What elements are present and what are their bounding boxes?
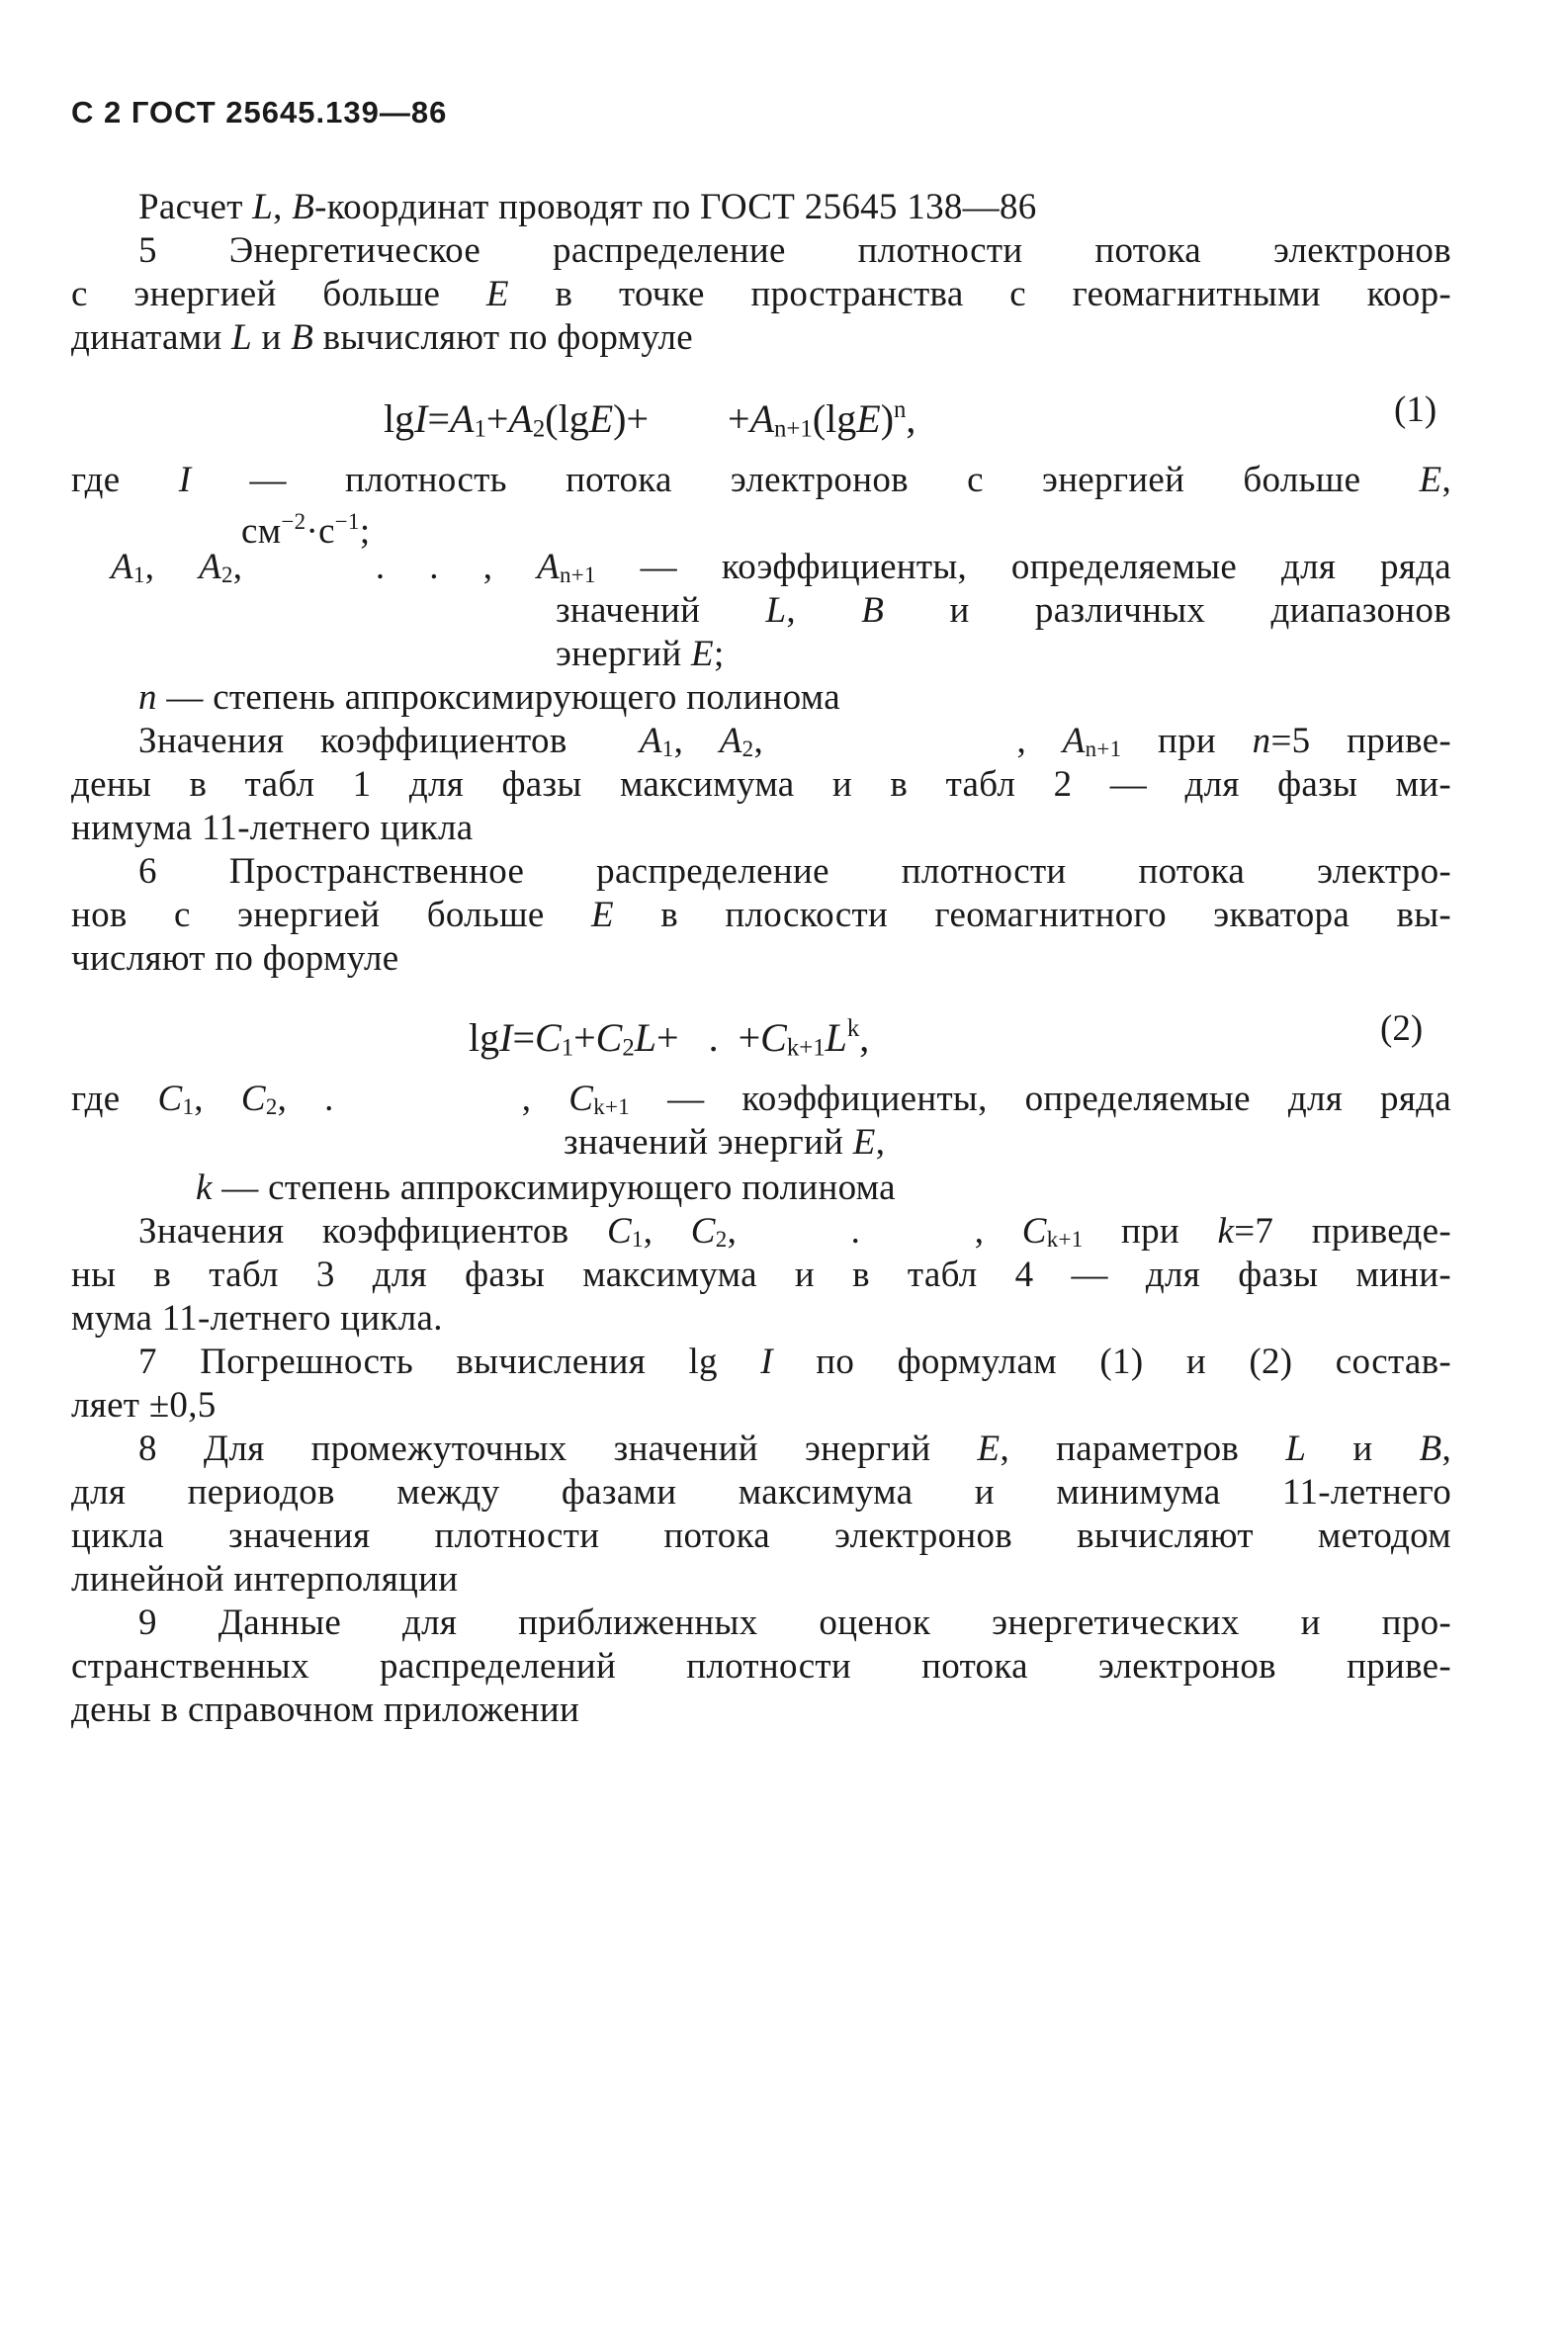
units-line: $см^{-2}\cdot с^{-1}$; (241, 509, 371, 552)
where-c-line-1: где $C_1$, $C_2$, . , $C_{k+1}$ — коэффициенты, определяемые для ряда (71, 1079, 1452, 1120)
p8-line-2: для периодов между фазами максимума и минимума 11-летнего (71, 1472, 1451, 1513)
values2-line-1: Значения коэффициентов $C_1$, $C_2$, . , $C_{k+1}$ при k=7 приведе- (138, 1211, 1451, 1253)
where-c-line-2: значений энергий E, (564, 1122, 886, 1163)
where-a-line-1: $A_1$, $A_2$, . . , $A_{n+1}$ — коэффициенты, определяемые для ряда (111, 547, 1451, 588)
p5-line-3: динатами L и B вычисляют по формуле (71, 317, 694, 358)
p6-line-1: 6 Пространственное распределение плотности потока электро- (138, 851, 1451, 892)
p8-line-4: линейной интерполяции (71, 1559, 459, 1600)
values1-line-3: нимума 11-летнего цикла (71, 808, 474, 848)
equation-2: $\lg I=C_1+C_2L+$ . $+C_{k+1}L^k$, (469, 1014, 870, 1062)
p6-line-2: нов с энергией больше E в плоскости геомагнитного экватора вы- (71, 895, 1451, 935)
equation-2-number: (2) (1380, 1008, 1424, 1049)
p9-line-1: 9 Данные для приближенных оценок энергетических и про- (138, 1603, 1451, 1643)
equation-1: $\lg I=A_1+A_2(\lg E)+$ $+A_{n+1}(\lg E)^n$, (384, 395, 916, 443)
p7-line-1: 7 Погрешность вычисления lg I по формулам (1) и (2) состав- (138, 1342, 1451, 1382)
where-i-line: где I — плотность потока электронов с энергией больше E, (71, 460, 1451, 500)
equation-1-number: (1) (1394, 390, 1437, 430)
where-a-line-2: значений L, B и различных диапазонов (556, 590, 1451, 631)
p9-line-3: дены в справочном приложении (71, 1690, 580, 1730)
where-k-line: k — степень аппроксимирующего полинома (196, 1168, 896, 1208)
values1-line-1: Значения коэффициентов $A_1$, $A_2$, , $A_{n+1}$ при n=5 приве- (138, 721, 1451, 762)
calc-paragraph: Расчет L, B-координат проводят по ГОСТ 25645 138—86 (138, 187, 1037, 227)
where-n-line: n — степень аппроксимирующего полинома (138, 677, 840, 718)
values1-line-2: дены в табл 1 для фазы максимума и в табл 2 — для фазы ми- (71, 764, 1451, 805)
p5-line-1: 5 Энергетическое распределение плотности потока электронов (138, 230, 1451, 271)
p7-line-2: ляет ±0,5 (71, 1385, 217, 1426)
p9-line-2: странственных распределений плотности потока электронов приве- (71, 1646, 1451, 1687)
page-header: С 2 ГОСТ 25645.139—86 (71, 95, 448, 130)
values2-line-2: ны в табл 3 для фазы максимума и в табл 4 — для фазы мини- (71, 1255, 1451, 1295)
values2-line-3: мума 11-летнего цикла. (71, 1298, 443, 1339)
p8-line-3: цикла значения плотности потока электронов вычисляют методом (71, 1516, 1451, 1556)
p8-line-1: 8 Для промежуточных значений энергий E, параметров L и B, (138, 1429, 1451, 1469)
p5-line-2: с энергией больше E в точке пространства с геомагнитными коор- (71, 274, 1451, 314)
p6-line-3: числяют по формуле (71, 938, 399, 979)
where-a-line-3: энергий E; (556, 634, 725, 674)
